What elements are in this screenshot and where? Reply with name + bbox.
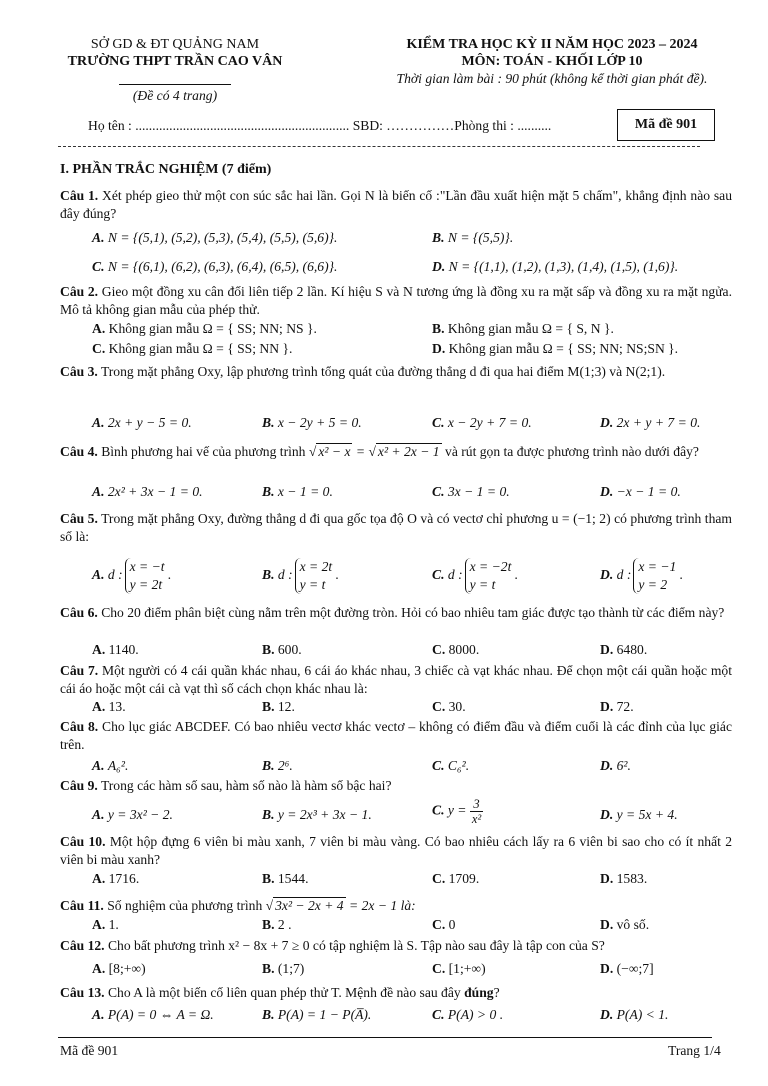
- q3-option-a[interactable]: A. 2x + y − 5 = 0.: [92, 415, 192, 430]
- q13-option-b[interactable]: B. P(A) = 1 − P(A̅).: [262, 1007, 372, 1022]
- section-title: I. PHẦN TRẮC NGHIỆM (7 điểm): [60, 162, 272, 177]
- q2-option-c[interactable]: C. Không gian mẫu Ω = { SS; NN }.: [92, 341, 293, 356]
- question-2: Câu 2. Gieo một đồng xu cân đối liên tiếp 2 lần. Kí hiệu S và N tương ứng là đồng xu ra mặt sấp và đồng xu ra mặt ngửa. Mô tả không gian mẫu của phép thử.: [60, 284, 732, 317]
- q4-option-d[interactable]: D. −x − 1 = 0.: [600, 484, 681, 499]
- q5-option-c[interactable]: C. d :x = −2t y = t .: [432, 559, 519, 592]
- question-text: Một hộp đựng 6 viên bi màu xanh, 7 viên bi màu vàng. Có bao nhiêu cách lấy ra 6 viên bi sao cho có ít nhất 2 viên bi màu xanh?: [60, 834, 732, 867]
- footer-divider: [58, 1037, 712, 1038]
- q10-option-c[interactable]: C. 1709.: [432, 871, 480, 886]
- question-3: Câu 3. Trong mặt phẳng Oxy, lập phương trình tổng quát của đường thẳng d đi qua hai điểm M(1;3) và N(2;1).: [60, 364, 666, 379]
- q10-option-a[interactable]: A. 1716.: [92, 871, 140, 886]
- exam-title: KIỂM TRA HỌC KỲ II NĂM HỌC 2023 – 2024: [406, 37, 698, 52]
- q5-option-d[interactable]: D. d :x = −1 y = 2 .: [600, 559, 684, 592]
- question-9: Câu 9. Trong các hàm số sau, hàm số nào là hàm số bậc hai?: [60, 778, 392, 793]
- question-13: Câu 13. Cho A là một biến cố liên quan phép thử T. Mệnh đề nào sau đây đúng?: [60, 985, 500, 1000]
- q13-option-c[interactable]: C. P(A) > 0 .: [432, 1007, 504, 1022]
- question-7: Câu 7. Một người có 4 cái quần khác nhau, 6 cái áo khác nhau, 3 chiếc cà vạt khác nhau. Để chọn một cái quần hoặc một cái áo hoặc một cái cà vạt thì số cách chọn khác nhau là:: [60, 663, 732, 696]
- q1-option-a[interactable]: A. N = {(5,1), (5,2), (5,3), (5,4), (5,5), (5,6)}.: [92, 230, 338, 245]
- question-6: Câu 6. Cho 20 điểm phân biệt cùng nằm trên một đường tròn. Hỏi có bao nhiêu tam giác được tạo thành từ các điểm này?: [60, 605, 725, 620]
- q9-option-a[interactable]: A. y = 3x² − 2.: [92, 807, 173, 822]
- sqrt-right: x² + 2x − 1: [377, 444, 440, 459]
- question-4: Câu 4. Bình phương hai vế của phương trình √ x² − x = √ x² + 2x − 1 và rút gọn ta được phương trình nào dưới đây?: [60, 444, 699, 459]
- q1-option-c[interactable]: C. N = {(6,1), (6,2), (6,3), (6,4), (6,5), (6,6)}.: [92, 259, 338, 274]
- question-10: Câu 10. Một hộp đựng 6 viên bi màu xanh, 7 viên bi màu vàng. Có bao nhiêu cách lấy ra 6 viên bi sao cho có ít nhất 2 viên bi màu xanh?: [60, 834, 732, 867]
- footer-exam-code: Mã đề 901: [60, 1043, 119, 1058]
- sqrt-left: x² − x: [318, 444, 351, 459]
- q11-option-d[interactable]: D. vô số.: [600, 917, 650, 932]
- q5-option-a[interactable]: A. d :x = −t y = 2t .: [92, 559, 172, 592]
- q3-option-d[interactable]: D. 2x + y + 7 = 0.: [600, 415, 701, 430]
- question-1: Câu 1. Xét phép gieo thử một con súc sắc hai lần. Gọi N là biến cố :"Lần đầu xuất hiện mặt 5 chấm", khẳng định nào sau đây đúng?: [60, 188, 732, 221]
- q6-option-b[interactable]: B. 600.: [262, 642, 302, 657]
- q7-option-b[interactable]: B. 12.: [262, 699, 295, 714]
- sqrt-radicand: 3x² − 2x + 4: [275, 898, 344, 913]
- q6-option-d[interactable]: D. 6480.: [600, 642, 648, 657]
- q8-option-a[interactable]: A. A₆².: [92, 758, 129, 773]
- question-text: Trong các hàm số sau, hàm số nào là hàm số bậc hai?: [100, 778, 392, 793]
- q7-option-a[interactable]: A. 13.: [92, 699, 126, 714]
- question-12: Câu 12. Cho bất phương trình x² − 8x + 7 ≥ 0 có tập nghiệm là S. Tập nào sau đây là tập con của S?: [60, 938, 605, 953]
- q9-option-b[interactable]: B. y = 2x³ + 3x − 1.: [262, 807, 372, 822]
- q9-option-d[interactable]: D. y = 5x + 4.: [600, 807, 678, 822]
- student-info-line: Họ tên : ............................................................... SBD: ……………Phòng thi : ..........: [88, 118, 552, 133]
- footer-page-number: Trang 1/4: [668, 1043, 721, 1058]
- header-divider: [119, 84, 231, 85]
- school-header: [60, 36, 290, 104]
- q1-option-b[interactable]: B. N = {(5,5)}.: [432, 230, 514, 245]
- exam-header: [352, 36, 752, 87]
- q9-option-c[interactable]: C. y = $\frac{3}{\text{x²}}$: [432, 797, 482, 826]
- question-text: Gieo một đồng xu cân đối liên tiếp 2 lần. Kí hiệu S và N tương ứng là đồng xu ra mặt sấp và đồng xu ra mặt ngửa. Mô tả không gian mẫu của phép thử.: [60, 284, 732, 317]
- subject-line: MÔN: TOÁN - KHỐI LỚP 10: [461, 54, 643, 69]
- q11-option-b[interactable]: B. 2 .: [262, 917, 292, 932]
- question-11: Câu 11. Số nghiệm của phương trình √ 3x² − 2x + 4 = 2x − 1 là:: [60, 898, 416, 913]
- question-text: Cho bất phương trình x² − 8x + 7 ≥ 0 có tập nghiệm là S. Tập nào sau đây là tập con của S?: [107, 938, 605, 953]
- q3-option-b[interactable]: B. x − 2y + 5 = 0.: [262, 415, 362, 430]
- q13-option-a[interactable]: A. P(A) = 0 ⇔ A = Ω.: [92, 1007, 214, 1022]
- q8-option-c[interactable]: C. C₆².: [432, 758, 470, 773]
- q11-option-a[interactable]: A. 1.: [92, 917, 119, 932]
- q1-option-d[interactable]: D. N = {(1,1), (1,2), (1,3), (1,4), (1,5), (1,6)}.: [432, 259, 679, 274]
- question-text: Cho 20 điểm phân biệt cùng nằm trên một đường tròn. Hỏi có bao nhiêu tam giác được tạo thành từ các điểm này?: [101, 605, 725, 620]
- question-text: Một người có 4 cái quần khác nhau, 6 cái áo khác nhau, 3 chiếc cà vạt khác nhau. Để chọn một cái quần hoặc một cái áo hoặc một cái cà vạt thì số cách chọn khác nhau là:: [60, 663, 732, 696]
- q5-option-b[interactable]: B. d :x = 2t y = t .: [262, 559, 339, 592]
- q12-option-b[interactable]: B. (1;7): [262, 961, 305, 976]
- time-note: Thời gian làm bài : 90 phút (không kể thời gian phát đề).: [396, 71, 708, 86]
- department-name: SỞ GD & ĐT QUẢNG NAM: [90, 37, 260, 52]
- q7-option-c[interactable]: C. 30.: [432, 699, 466, 714]
- question-text: Xét phép gieo thử một con súc sắc hai lần. Gọi N là biến cố :"Lần đầu xuất hiện mặt 5 chấm", khẳng định nào sau đây đúng?: [60, 188, 732, 221]
- q12-option-a[interactable]: A. [8;+∞): [92, 961, 146, 976]
- q4-option-b[interactable]: B. x − 1 = 0.: [262, 484, 333, 499]
- school-name: TRƯỜNG THPT TRẦN CAO VÂN: [67, 54, 283, 69]
- pages-note: (Đề có 4 trang): [132, 88, 218, 103]
- q2-option-d[interactable]: D. Không gian mẫu Ω = { SS; NN; NS;SN }.: [432, 341, 679, 356]
- q4-option-a[interactable]: A. 2x² + 3x − 1 = 0.: [92, 484, 203, 499]
- q4-option-c[interactable]: C. 3x − 1 = 0.: [432, 484, 510, 499]
- question-text: Trong mặt phẳng Oxy, lập phương trình tổng quát của đường thẳng d đi qua hai điểm M(1;3) và N(2;1).: [100, 364, 666, 379]
- q12-option-c[interactable]: C. [1;+∞): [432, 961, 486, 976]
- q13-option-d[interactable]: D. P(A) < 1.: [600, 1007, 669, 1022]
- question-8: Câu 8. Cho lục giác ABCDEF. Có bao nhiêu vectơ khác vectơ – không có điểm đầu và điểm cuối là các đỉnh của lục giác trên.: [60, 719, 732, 752]
- exam-code-box: Mã đề 901: [617, 109, 715, 141]
- q8-option-d[interactable]: D. 6².: [600, 758, 631, 773]
- question-5: Câu 5. Trong mặt phẳng Oxy, đường thẳng d đi qua gốc tọa độ O và có vectơ chỉ phương u = (−1; 2) có phương trình tham số là:: [60, 511, 732, 544]
- dashed-divider: [58, 146, 700, 147]
- q6-option-c[interactable]: C. 8000.: [432, 642, 480, 657]
- q10-option-d[interactable]: D. 1583.: [600, 871, 648, 886]
- q2-option-a[interactable]: A. Không gian mẫu Ω = { SS; NN; NS }.: [92, 321, 317, 336]
- q7-option-d[interactable]: D. 72.: [600, 699, 634, 714]
- q8-option-b[interactable]: B. 2⁶.: [262, 758, 293, 773]
- q3-option-c[interactable]: C. x − 2y + 7 = 0.: [432, 415, 532, 430]
- question-text: Cho lục giác ABCDEF. Có bao nhiêu vectơ khác vectơ – không có điểm đầu và điểm cuối là các đỉnh của lục giác trên.: [60, 719, 732, 752]
- q10-option-b[interactable]: B. 1544.: [262, 871, 309, 886]
- q6-option-a[interactable]: A. 1140.: [92, 642, 139, 657]
- q11-option-c[interactable]: C. 0: [432, 917, 456, 932]
- question-text: Trong mặt phẳng Oxy, đường thẳng d đi qua gốc tọa độ O và có vectơ chỉ phương u = (−1; 2) có phương trình tham số là:: [60, 511, 732, 544]
- q2-option-b[interactable]: B. Không gian mẫu Ω = { S, N }.: [432, 321, 614, 336]
- q12-option-d[interactable]: D. (−∞;7]: [600, 961, 654, 976]
